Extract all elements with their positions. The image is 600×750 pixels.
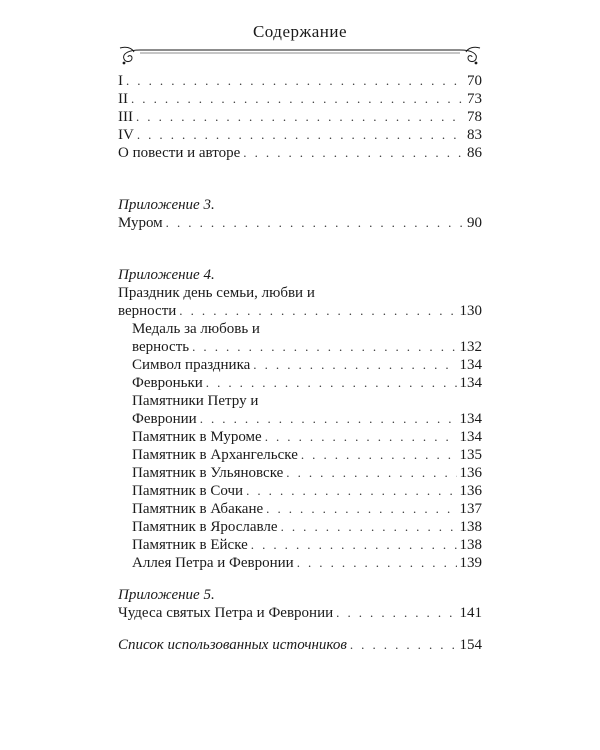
toc-entry-page: 134 xyxy=(459,411,482,427)
toc-entry-page: 134 xyxy=(459,375,482,391)
toc-entry[interactable] xyxy=(132,356,482,374)
dot-leader xyxy=(336,604,456,622)
toc-entry[interactable] xyxy=(118,604,482,622)
toc-entry[interactable] xyxy=(118,72,482,90)
toc-entry-title: Памятник в Ярославле xyxy=(132,519,278,535)
dot-leader xyxy=(350,636,457,654)
toc-entry-title: О повести и авторе xyxy=(118,145,241,161)
toc-entry-page: 136 xyxy=(459,465,482,481)
toc-entry-title-line: Праздник день семьи, любви и xyxy=(118,285,315,301)
toc-entry-title: Чудеса святых Петра и Февронии xyxy=(118,605,334,621)
toc-entry[interactable] xyxy=(132,410,482,428)
toc-entry-title: II xyxy=(118,91,128,107)
appendix-label: Приложение 3. xyxy=(118,197,215,213)
toc-sub-list xyxy=(118,320,482,572)
toc-entry[interactable] xyxy=(118,144,482,162)
toc-entry-title: Памятник в Абакане xyxy=(132,501,264,517)
dot-leader xyxy=(200,410,457,428)
appendix-label: Приложение 5. xyxy=(118,587,215,603)
toc-entry-title: III xyxy=(118,109,133,125)
toc-entry-page: 138 xyxy=(459,519,482,535)
toc-entry[interactable] xyxy=(132,428,482,446)
toc-entry[interactable] xyxy=(118,108,482,126)
toc-entry[interactable] xyxy=(118,90,482,108)
toc-entry-page: 78 xyxy=(467,109,482,125)
toc-entry-page: 136 xyxy=(459,483,482,499)
dot-leader xyxy=(253,356,456,374)
toc-entry-title: IV xyxy=(118,127,134,143)
toc-entry[interactable] xyxy=(118,126,482,144)
toc-entry-page: 86 xyxy=(467,145,482,161)
toc-entry-page: 138 xyxy=(459,537,482,553)
toc-entry[interactable] xyxy=(132,500,482,518)
dot-leader xyxy=(297,554,457,572)
dot-leader xyxy=(192,338,456,356)
appendix-label: Приложение 4. xyxy=(118,267,215,283)
toc-entry-title: верность xyxy=(132,339,190,355)
toc-entry-page: 134 xyxy=(459,429,482,445)
dot-leader xyxy=(265,428,457,446)
toc-entry-page: 70 xyxy=(467,73,482,89)
dot-leader xyxy=(136,108,464,126)
toc-entry[interactable] xyxy=(132,518,482,536)
toc-entry[interactable] xyxy=(132,464,482,482)
toc-entry[interactable] xyxy=(132,338,482,356)
toc-entry-title: Памятник в Ульяновске xyxy=(132,465,284,481)
toc-entry[interactable] xyxy=(132,554,482,572)
toc-entry-title: Февроньки xyxy=(132,375,203,391)
toc-entry-page: 73 xyxy=(467,91,482,107)
table-of-contents xyxy=(118,72,482,654)
toc-entry[interactable] xyxy=(132,374,482,392)
toc-entry-title: Памятник в Муроме xyxy=(132,429,262,445)
toc-entry[interactable] xyxy=(118,636,482,654)
toc-entry-title-line: Памятники Петру и xyxy=(132,393,259,409)
toc-entry-title: Февронии xyxy=(132,411,197,427)
dot-leader xyxy=(166,214,464,232)
ornament-divider-icon xyxy=(118,44,482,66)
toc-entry-title: Памятник в Сочи xyxy=(132,483,244,499)
toc-entry-title-line: Медаль за любовь и xyxy=(132,321,260,337)
toc-entry-page: 83 xyxy=(467,127,482,143)
toc-entry-page: 139 xyxy=(459,555,482,571)
dot-leader xyxy=(243,144,464,162)
dot-leader xyxy=(126,72,464,90)
toc-entry-title: верности xyxy=(118,303,177,319)
dot-leader xyxy=(251,536,457,554)
dot-leader xyxy=(131,90,464,108)
toc-entry-page: 135 xyxy=(459,447,482,463)
toc-entry-page: 130 xyxy=(459,303,482,319)
toc-entry[interactable] xyxy=(132,446,482,464)
toc-entry-page: 141 xyxy=(459,605,482,621)
toc-entry-page: 90 xyxy=(467,215,482,231)
toc-entry[interactable] xyxy=(132,482,482,500)
toc-entry[interactable] xyxy=(118,214,482,232)
toc-entry-page: 132 xyxy=(459,339,482,355)
toc-entry-page: 154 xyxy=(459,637,482,653)
toc-entry-page: 134 xyxy=(459,357,482,373)
dot-leader xyxy=(179,302,456,320)
toc-entry-page: 137 xyxy=(459,501,482,517)
page-header: Содержание xyxy=(252,22,348,41)
dot-leader xyxy=(137,126,464,144)
dot-leader xyxy=(286,464,456,482)
toc-entry-title: Памятник в Ейске xyxy=(132,537,248,553)
dot-leader xyxy=(206,374,457,392)
dot-leader xyxy=(246,482,456,500)
toc-entry[interactable] xyxy=(118,302,482,320)
toc-entry-title: Памятник в Архангельске xyxy=(132,447,298,463)
dot-leader xyxy=(281,518,457,536)
toc-entry-title: Символ праздника xyxy=(132,357,251,373)
dot-leader xyxy=(266,500,456,518)
toc-entry-title: I xyxy=(118,73,123,89)
toc-entry-title: Муром xyxy=(118,215,163,231)
toc-entry[interactable] xyxy=(132,536,482,554)
toc-entry-title: Аллея Петра и Февронии xyxy=(132,555,294,571)
toc-entry-title: Список использованных источников xyxy=(118,637,347,653)
dot-leader xyxy=(301,446,457,464)
